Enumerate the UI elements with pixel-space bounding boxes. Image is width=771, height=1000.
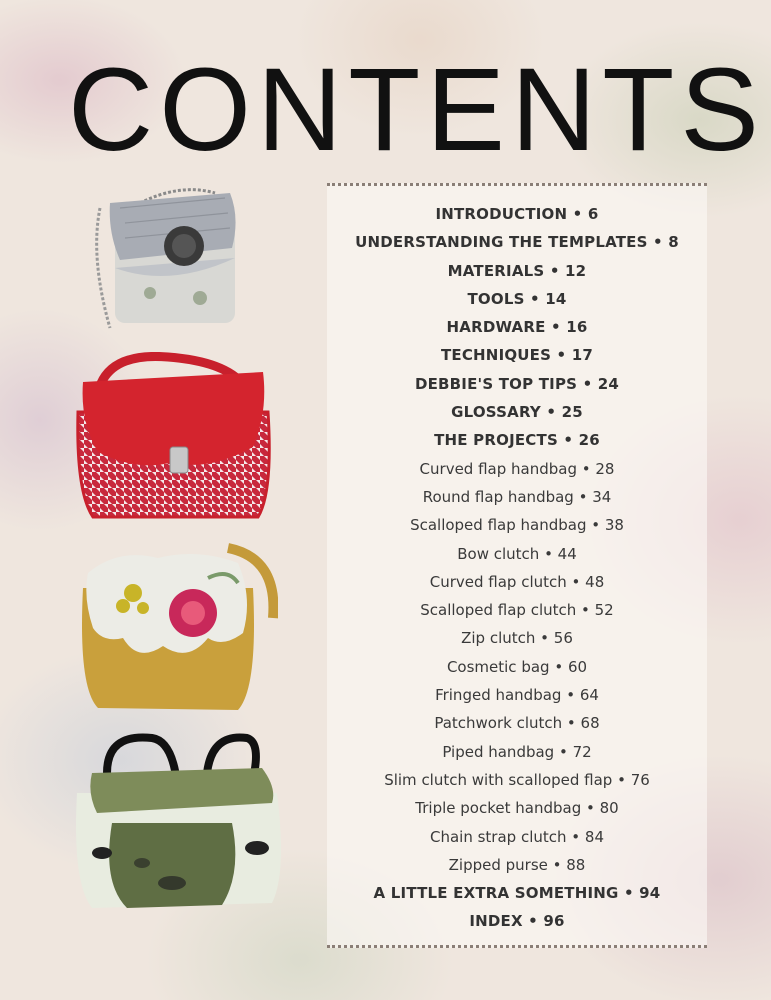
- toc-entry: TOOLS • 14: [467, 289, 567, 308]
- toc-entry: INTRODUCTION • 6: [435, 205, 599, 223]
- toc-entry: DEBBIE'S TOP TIPS • 24: [414, 374, 620, 393]
- toc-entry: Zipped purse • 88: [448, 855, 586, 874]
- toc-entry: GLOSSARY • 25: [451, 403, 583, 422]
- toc-entry: TECHNIQUES • 17: [440, 346, 594, 365]
- red-houndstooth-bag-photo: [68, 352, 278, 522]
- toc-entry: INDEX • 96: [469, 912, 565, 931]
- mustard-floral-bag-photo: [78, 538, 278, 716]
- toc-entry: MATERIALS • 12: [447, 261, 587, 280]
- table-of-contents: [327, 183, 707, 948]
- toc-entry: Round flap handbag • 34: [422, 487, 612, 506]
- toc-entry: UNDERSTANDING THE TEMPLATES • 8: [355, 233, 679, 252]
- toc-entry: THE PROJECTS • 26: [434, 431, 600, 450]
- toc-entry: Slim clutch with scalloped flap • 76: [384, 770, 650, 789]
- toc-entry: A LITTLE EXTRA SOMETHING • 94: [373, 884, 661, 903]
- toc-list: [327, 186, 707, 936]
- toc-entry: Scalloped flap clutch • 52: [420, 601, 614, 620]
- toc-entry: Piped handbag • 72: [442, 742, 592, 761]
- toc-entry: Fringed handbag • 64: [435, 686, 599, 705]
- toc-entry: Triple pocket handbag • 80: [415, 799, 619, 818]
- page-title: CONTENTS: [68, 44, 765, 176]
- toc-entry: Patchwork clutch • 68: [434, 714, 600, 733]
- toc-entry: Bow clutch • 44: [457, 544, 577, 563]
- toc-entry: Chain strap clutch • 84: [430, 827, 604, 846]
- green-cow-print-bag-photo: [72, 733, 287, 913]
- toc-entry: HARDWARE • 16: [446, 318, 588, 337]
- toc-entry: Scalloped flap handbag • 38: [410, 516, 624, 535]
- toc-entry: Zip clutch • 56: [461, 629, 573, 648]
- grey-quilted-bag-photo: [80, 178, 250, 338]
- toc-entry: Cosmetic bag • 60: [446, 657, 588, 676]
- toc-entry: Curved flap clutch • 48: [429, 572, 605, 591]
- toc-entry: Curved flap handbag • 28: [419, 459, 615, 478]
